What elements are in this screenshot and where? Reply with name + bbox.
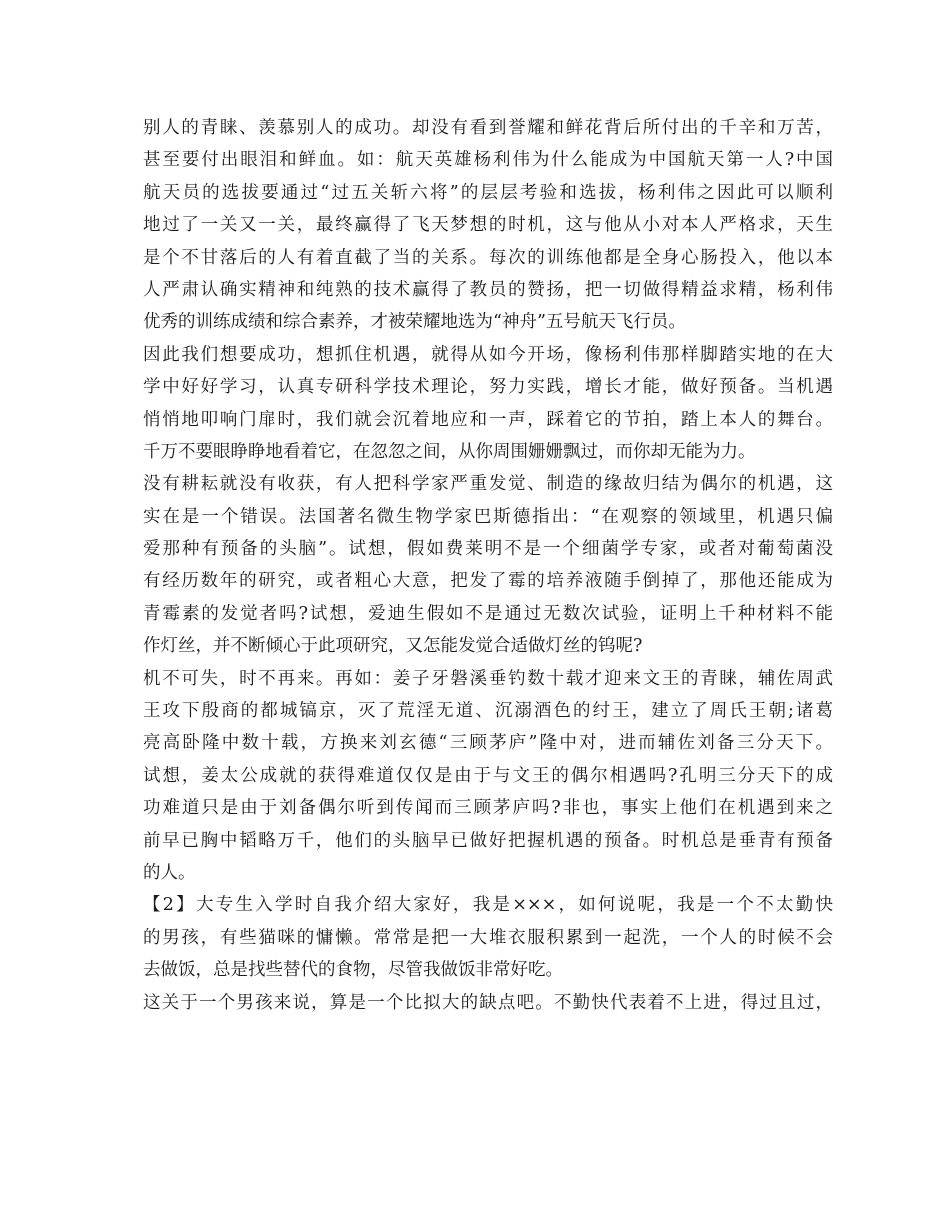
text-line: 功难道只是由于刘备偶尔听到传闻而三顾茅庐吗?非也，事实上他们在机遇到来之	[143, 798, 833, 819]
text-line: 爱那种有预备的头脑”。试想，假如费莱明不是一个细菌学专家，或者对葡萄菌没	[143, 539, 833, 560]
text-line: 别人的青睐、羡慕别人的成功。却没有看到誉耀和鲜花背后所付出的千辛和万苦，	[143, 118, 833, 138]
text-line: 优秀的训练成绩和综合素养，才被荣耀地选为“神舟”五号航天飞行员。	[143, 312, 686, 333]
text-line: 没有耕耘就没有收获，有人把科学家严重发觉、制造的缘故归结为偶尔的机遇，这	[143, 474, 833, 495]
text-line: 甚至要付出眼泪和鲜血。如：航天英雄杨利伟为什么能成为中国航天第一人?中国	[143, 150, 833, 171]
text-line: 因此我们想要成功，想抓住机遇，就得从如今开场，像杨利伟那样脚踏实地的在大	[143, 344, 833, 365]
text-line: 试想，姜太公成就的获得难道仅仅是由于与文王的偶尔相遇吗?孔明三分天下的成	[143, 765, 833, 786]
text-line: 学中好好学习，认真专研科学技术理论，努力实践，增长才能，做好预备。当机遇	[143, 377, 833, 398]
text-line: 的人。	[143, 862, 196, 883]
text-line: 人严肃认确实精神和纯熟的技术赢得了教员的赞扬，把一切做得精益求精，杨利伟	[143, 279, 833, 300]
text-line: 【2】大专生入学时自我介绍大家好，我是×××，如何说呢，我是一个不太勤快	[143, 895, 833, 916]
text-line: 这关于一个男孩来说，算是一个比拟大的缺点吧。不勤快代表着不上进，得过且过，	[143, 992, 833, 1013]
text-line: 青霉素的发觉者吗?试想，爱迪生假如不是通过无数次试验，证明上千种材料不能	[143, 603, 833, 624]
text-line: 作灯丝，并不断倾心于此项研究，又怎能发觉合适做灯丝的钨呢?	[143, 636, 643, 657]
document-body	[143, 112, 833, 1019]
text-line: 的男孩，有些猫咪的慵懒。常常是把一大堆衣服积累到一起洗，一个人的时候不会	[143, 927, 833, 948]
text-line: 亮高卧隆中数十载，方换来刘玄德“三顾茅庐”隆中对，进而辅佐刘备三分天下。	[143, 733, 833, 754]
text-line: 前早已胸中韬略万千，他们的头脑早已做好把握机遇的预备。时机总是垂青有预备	[143, 830, 833, 851]
text-line: 王攻下殷商的都城镐京，灭了荒淫无道、沉溺酒色的纣王，建立了周氏王朝;诸葛	[143, 701, 833, 722]
text-line: 有经历数年的研究，或者粗心大意，把发了霉的培养液随手倒掉了，那他还能成为	[143, 571, 833, 592]
text-line: 是个不甘落后的人有着直截了当的关系。每次的训练他都是全身心肠投入，他以本	[143, 247, 833, 268]
text-line: 悄悄地叩响门扉时，我们就会沉着地应和一声，踩着它的节拍，踏上本人的舞台。	[143, 409, 833, 430]
text-line: 机不可失，时不再来。再如：姜子牙磐溪垂钓数十载才迎来文王的青睐，辅佐周武	[143, 668, 833, 689]
text-line: 千万不要眼睁睁地看着它，在忽忽之间，从你周围姗姗飘过，而你却无能为力。	[143, 441, 756, 462]
text-line: 实在是一个错误。法国著名微生物学家巴斯德指出：“在观察的领域里，机遇只偏	[143, 506, 833, 527]
text-line: 地过了一关又一关，最终赢得了飞天梦想的时机，这与他从小对本人严格求，天生	[143, 215, 833, 236]
text-line: 航天员的选拔要通过“过五关斩六将”的层层考验和选拔，杨利伟之因此可以顺利	[143, 182, 833, 203]
text-line: 去做饭，总是找些替代的食物，尽管我做饭非常好吃。	[143, 960, 563, 981]
